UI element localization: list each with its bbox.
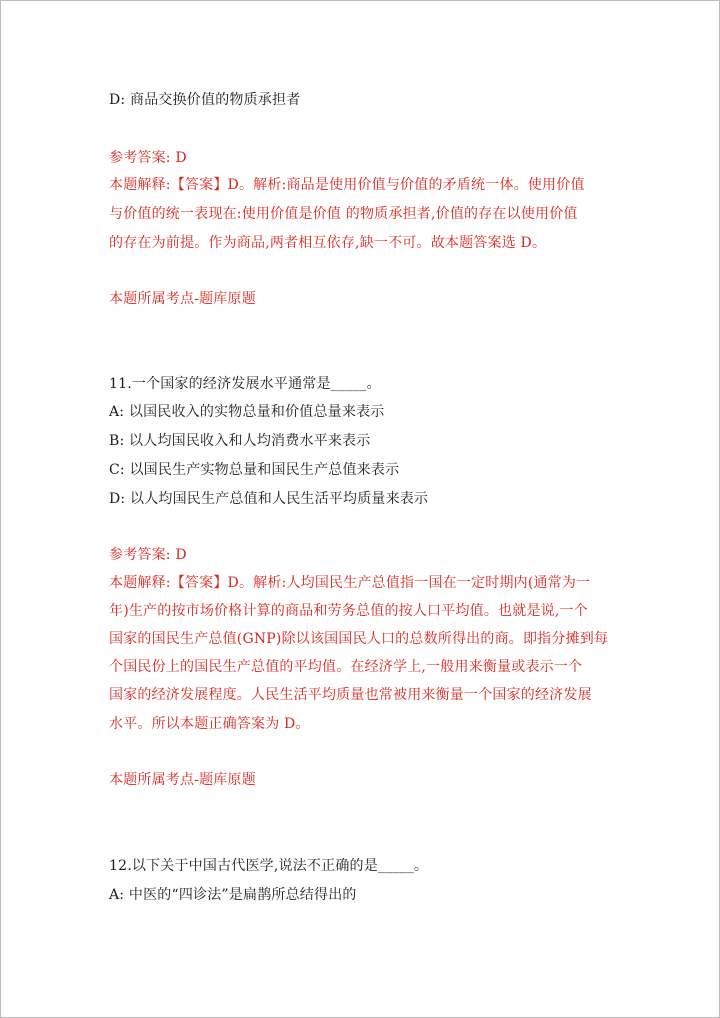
option-a: A: 以国民收入的实物总量和价值总量来表示 — [109, 404, 385, 420]
explanation-line: 年)生产的按市场价格计算的商品和劳务总值的按人口平均值。也就是说,一个 — [109, 603, 588, 619]
reference-answer: 参考答案: D — [109, 547, 187, 563]
option-d: D: 商品交换价值的物质承担者 — [109, 92, 301, 108]
explanation-line: 本题解释:【答案】D。解析:商品是使用价值与价值的矛盾统一体。使用价值 — [109, 177, 585, 193]
explanation-line: 国家的国民生产总值(GNP)除以该国国民人口的总数所得出的商。即指分摊到每 — [109, 631, 609, 647]
explanation-line: 国家的经济发展程度。人民生活平均质量也常被用来衡量一个国家的经济发展 — [109, 687, 592, 703]
option-c: C: 以国民生产实物总量和国民生产总值来表示 — [109, 462, 400, 478]
explanation-line: 个国民份上的国民生产总值的平均值。在经济学上,一般用来衡量或表示一个 — [109, 659, 583, 675]
explanation-line: 与价值的统一表现在:使用价值是价值 的物质承担者,价值的存在以使用价值 — [109, 206, 578, 222]
option-a: A: 中医的“四诊法”是扁鹊所总结得出的 — [109, 887, 357, 903]
explanation-line: 本题解释:【答案】D。解析:人均国民生产总值指一国在一定时期内(通常为一 — [109, 575, 591, 591]
reference-answer: 参考答案: D — [109, 150, 187, 166]
question-12: 12.以下关于中国古代医学,说法不正确的是_____。 — [109, 858, 429, 874]
option-d: D: 以人均国民生产总值和人民生活平均质量来表示 — [109, 491, 429, 507]
explanation-line: 水平。所以本题正确答案为 D。 — [109, 716, 310, 732]
explanation-line: 的存在为前提。作为商品,两者相互依存,缺一不可。故本题答案选 D。 — [109, 235, 547, 251]
option-b: B: 以人均国民收入和人均消费水平来表示 — [109, 433, 371, 449]
topic-source: 本题所属考点-题库原题 — [109, 291, 256, 307]
topic-source: 本题所属考点-题库原题 — [109, 772, 256, 788]
question-11: 11.一个国家的经济发展水平通常是_____。 — [109, 376, 381, 392]
